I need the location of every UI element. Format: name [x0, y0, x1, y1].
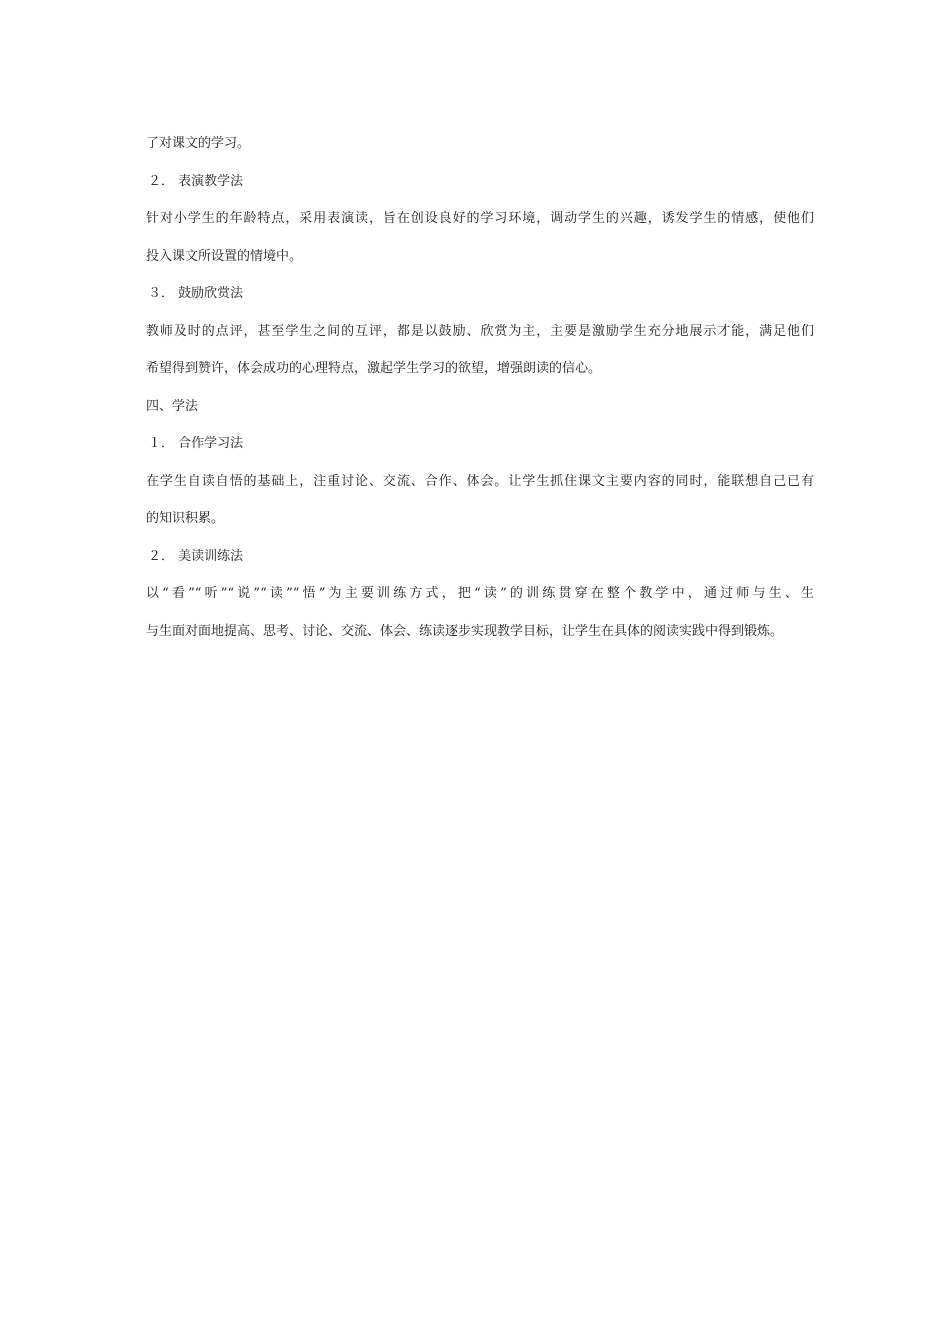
paragraph-line: 与生面对面地提高、思考、讨论、交流、体会、练读逐步实现教学目标，让学生在具体的阅读实践中得到锻炼。	[146, 623, 784, 639]
paragraph-line: 在学生自读自悟的基础上，注重讨论、交流、合作、体会。让学生抓住课文主要内容的同时，能联想自己已有	[146, 473, 814, 489]
method-heading-cooperative: １． 合作学习法	[148, 436, 244, 451]
document-body	[146, 125, 814, 650]
paragraph-line: 投入课文所设置的情境中。	[146, 248, 303, 264]
paragraph-line: 教师及时的点评，甚至学生之间的互评，都是以鼓励、欣赏为主，主要是激励学生充分地展示才能，满足他们	[146, 323, 814, 339]
paragraph-line: 希望得到赞许，体会成功的心理特点，激起学生学习的欲望，增强朗读的信心。	[146, 361, 602, 376]
method-heading-encouragement: ３． 鼓励欣赏法	[148, 286, 244, 301]
paragraph-continuation: 了对课文的学习。	[146, 136, 251, 151]
paragraph-line: 以“看”“听”“说”“读”“悟”为主要训练方式，把“读”的训练贯穿在整个教学中，通过师与生、生	[146, 586, 814, 601]
paragraph-line: 针对小学生的年龄特点，采用表演读，旨在创设良好的学习环境，调动学生的兴趣，诱发学生的情感，使他们	[146, 211, 814, 226]
section-heading-learning-methods: 四、学法	[146, 398, 199, 414]
paragraph-line: 的知识积累。	[146, 511, 225, 526]
method-heading-reading: ２． 美读训练法	[148, 548, 244, 564]
method-heading-performance: ２． 表演教学法	[148, 173, 244, 189]
